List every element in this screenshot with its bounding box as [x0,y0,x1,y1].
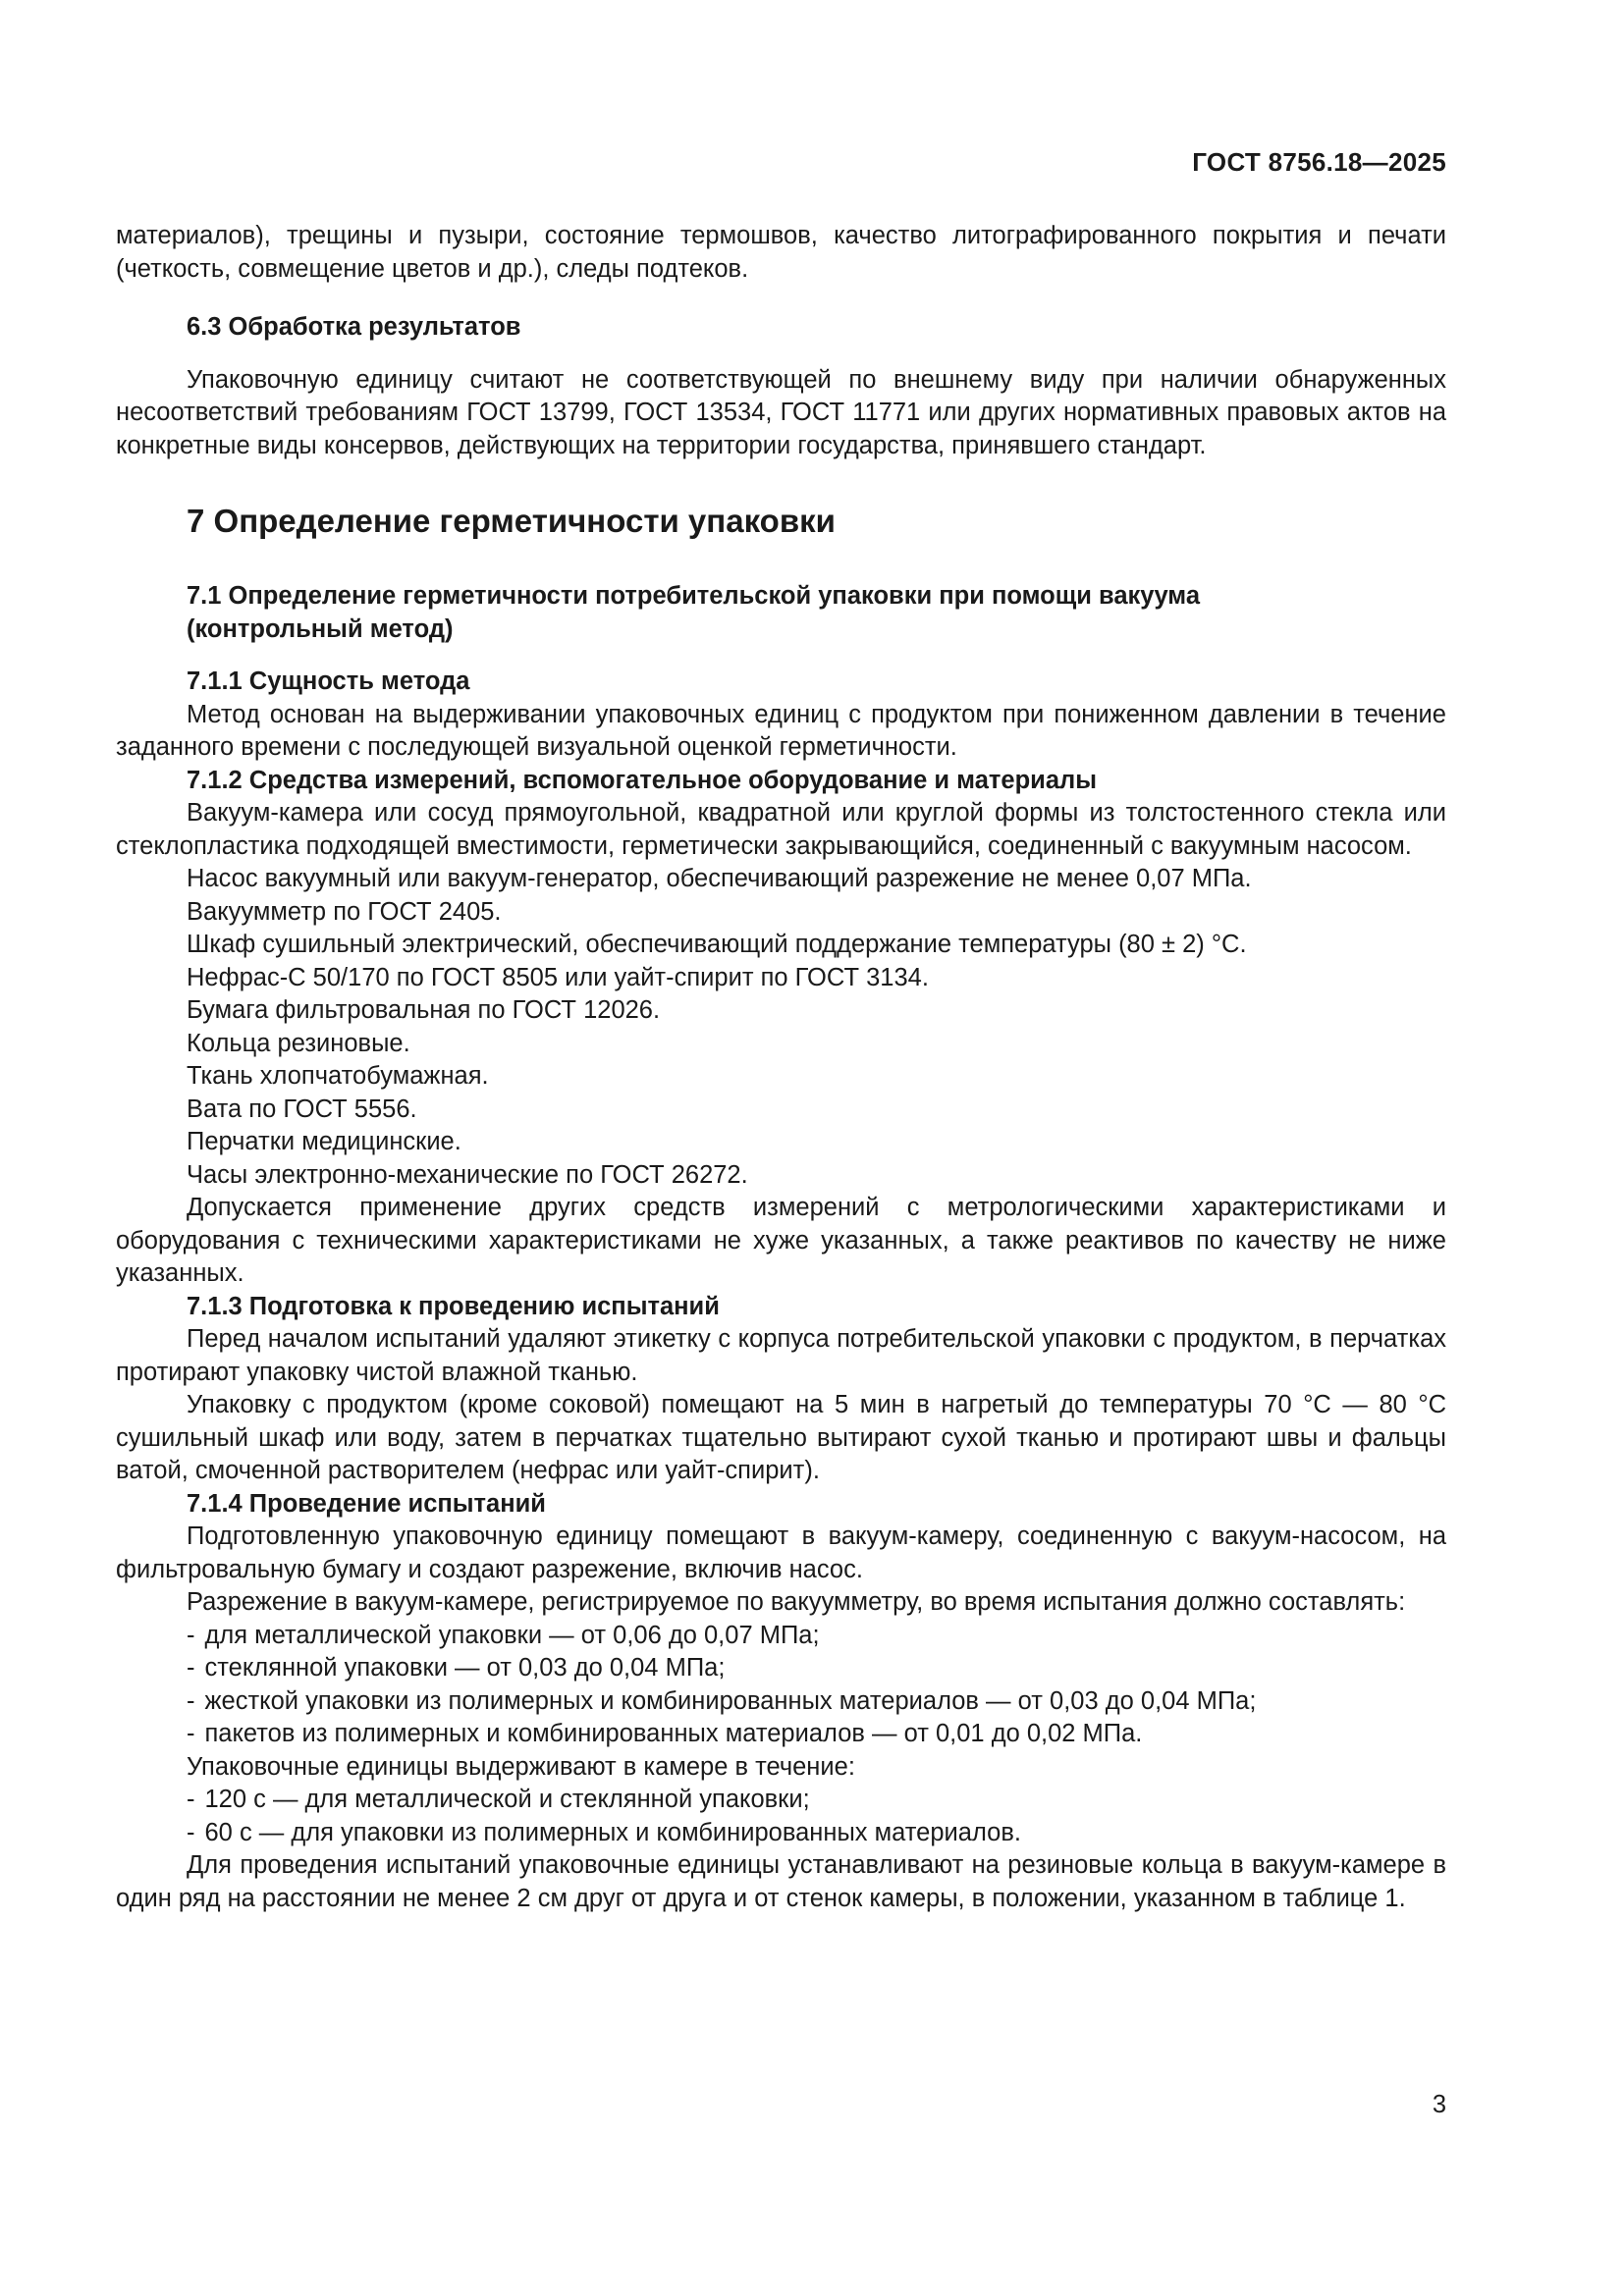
equipment-item: Перчатки медицинские. [187,1128,461,1155]
heading-7-1-line1: 7.1 Определение герметичности потребительской упаковки при помощи вакуума [187,582,1201,610]
equipment-item: Насос вакуумный или вакуум-генератор, обеспечивающий разрежение не менее 0,07 МПа. [187,865,1252,892]
equipment-item: Часы электронно-механические по ГОСТ 26272. [187,1160,748,1189]
time-list-item: - 120 с — для металлической и стеклянной упаковки; [187,1786,810,1813]
paragraph-7-1-4: Подготовленную упаковочную единицу помещают в вакуум-камеру, соединенную с вакуум-насосом, на фильтровальную бумагу и создают разрежение, включив насос. [116,1522,1446,1583]
paragraph-7-1-4: Разрежение в вакуум-камере, регистрируемое по вакуумметру, во время испытания должно составлять: [187,1588,1406,1616]
time-list-item: - 60 с — для упаковки из полимерных и комбинированных материалов. [187,1818,1021,1846]
heading-7-1-2: 7.1.2 Средства измерений, вспомогательное оборудование и материалы [187,766,1097,794]
heading-7: 7 Определение герметичности упаковки [187,503,836,539]
equipment-item: Кольца резиновые. [187,1029,410,1057]
document-number-header: ГОСТ 8756.18—2025 [1192,147,1446,177]
heading-7-1-4: 7.1.4 Проведение испытаний [187,1489,546,1518]
paragraph-6-3: Упаковочную единицу считают не соответствующей по внешнему виду при наличии обнаруженных несоответствий требованиям ГОСТ 13799, ГОСТ 13534, ГОСТ 11771 или других нормативных правовых актов на конкретные виды консервов, действующих на территории государства, принявшего стандарт. [116,365,1446,459]
pressure-list-item: - стеклянной упаковки — от 0,03 до 0,04 МПа; [187,1654,726,1682]
equipment-item: Ткань хлопчатобумажная. [187,1062,489,1090]
equipment-item: Бумага фильтровальная по ГОСТ 12026. [187,996,661,1024]
heading-7-1-3: 7.1.3 Подготовка к проведению испытаний [187,1292,720,1320]
equipment-item: Вата по ГОСТ 5556. [187,1095,417,1123]
page-number: 3 [1432,2091,1446,2118]
document-body [116,220,1446,1915]
pressure-list-item: - жесткой упаковки из полимерных и комбинированных материалов — от 0,03 до 0,04 МПа; [187,1686,1257,1715]
equipment-item: Вакуум-камера или сосуд прямоугольной, квадратной или круглой формы из толстостенного стекла или стеклопластика подходящей вместимости, герметически закрывающийся, соединенный с вакуумным насосом. [116,799,1446,860]
paragraph-7-1-1: Метод основан на выдерживании упаковочных единиц с продуктом при пониженном давлении в течение заданного времени с последующей визуальной оценкой герметичности. [116,700,1446,761]
equipment-item: Допускается применение других средств измерений с метрологическими характеристиками и оборудования с техническими характеристиками не хуже указанных, а также реактивов по качеству не ниже указанных. [116,1194,1446,1287]
paragraph-7-1-4: Упаковочные единицы выдерживают в камере в течение: [187,1752,855,1781]
paragraph-7-1-4: Для проведения испытаний упаковочные единицы устанавливают на резиновые кольца в вакуум-камере в один ряд на расстоянии не менее 2 см друг от друга и от стенок камеры, в положении, указанном в таблице 1. [116,1851,1446,1912]
pressure-list-item: - для металлической упаковки — от 0,06 до 0,07 МПа; [187,1621,820,1649]
continuation-paragraph: материалов), трещины и пузыри, состояние термошвов, качество литографированного покрытия и печати (четкость, совмещение цветов и др.), следы подтеков. [116,222,1446,283]
equipment-item: Нефрас-С 50/170 по ГОСТ 8505 или уайт-спирит по ГОСТ 3134. [187,963,929,991]
heading-7-1-1: 7.1.1 Сущность метода [187,667,470,695]
heading-6-3: 6.3 Обработка результатов [187,313,521,341]
pressure-list-item: - пакетов из полимерных и комбинированных материалов — от 0,01 до 0,02 МПа. [187,1720,1143,1747]
equipment-item: Вакуумметр по ГОСТ 2405. [187,897,502,926]
heading-7-1-line2: (контрольный метод) [187,614,454,643]
equipment-item: Шкаф сушильный электрический, обеспечивающий поддержание температуры (80 ± 2) °С. [187,931,1247,958]
paragraph-7-1-3: Перед началом испытаний удаляют этикетку с корпуса потребительской упаковки с продуктом, в перчатках протирают упаковку чистой влажной тканью. [116,1325,1446,1386]
paragraph-7-1-3: Упаковку с продуктом (кроме соковой) помещают на 5 мин в нагретый до температуры 70 °С — 80 °С сушильный шкаф или воду, затем в перчатках тщательно вытирают сухой тканью и протирают швы и фальцы ватой, смоченной растворителем (нефрас или уайт-спирит). [116,1391,1446,1484]
